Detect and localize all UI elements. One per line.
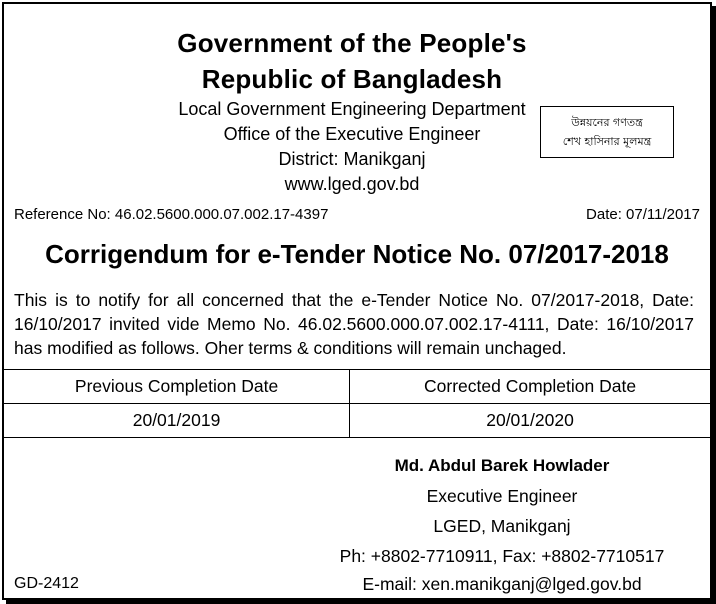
corrected-date-header: Corrected Completion Date xyxy=(350,370,710,404)
notice-header xyxy=(4,4,710,202)
government-title-line2: Republic of Bangladesh xyxy=(201,64,503,94)
reference-number: Reference No: 46.02.5600.000.07.002.17-4397 xyxy=(14,206,329,223)
signatory-office: LGED, Manikganj xyxy=(433,516,571,536)
office-name: Office of the Executive Engineer xyxy=(223,124,481,144)
table-row xyxy=(4,404,710,438)
corrected-date-value: 20/01/2020 xyxy=(350,404,710,438)
government-title-line1: Government of the People's xyxy=(177,28,527,58)
completion-date-table xyxy=(4,369,710,438)
website-link[interactable]: www.lged.gov.bd xyxy=(284,174,420,194)
notice-body: This is to notify for all concerned that the e-Tender Notice No. 07/2017-2018, Date: 16/10/2017 invited vide Memo No. 46.02.5600.000.07.002.17-4111, Date: 16/10/2017 has modified as follows. Oher terms & conditions will remain unchaged. xyxy=(14,290,694,358)
motto-line1: উন্নয়নের গণতন্ত্র xyxy=(571,116,643,129)
motto-box xyxy=(540,106,674,158)
signatory-phone-fax: Ph: +8802-7710911, Fax: +8802-7710517 xyxy=(339,546,665,566)
signatory-name: Md. Abdul Barek Howlader xyxy=(394,456,610,475)
motto-line2: শেখ হাসিনার মূলমন্ত্র xyxy=(562,135,652,148)
signatory-email[interactable]: E-mail: xen.manikganj@lged.gov.bd xyxy=(362,574,642,594)
department-name: Local Government Engineering Department xyxy=(178,99,526,119)
previous-date-value: 20/01/2019 xyxy=(4,404,350,438)
corrigendum-heading: Corrigendum for e-Tender Notice No. 07/2017-2018 xyxy=(45,239,669,269)
signatory-designation: Executive Engineer xyxy=(426,486,578,506)
tender-notice xyxy=(2,2,712,600)
document-code: GD-2412 xyxy=(14,575,79,592)
district-name: District: Manikganj xyxy=(278,149,426,169)
previous-date-header: Previous Completion Date xyxy=(4,370,350,404)
notice-date: Date: 07/11/2017 xyxy=(586,206,700,223)
table-header-row xyxy=(4,370,710,404)
